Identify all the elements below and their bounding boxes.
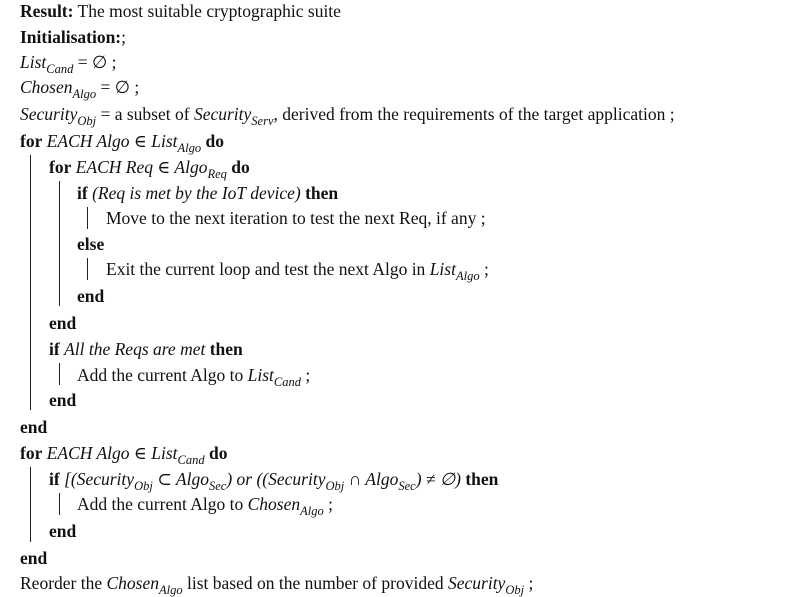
- for-each-req-line: [49, 157, 250, 179]
- if-all-met-rule: [59, 363, 60, 385]
- for2-sub: Req: [207, 167, 227, 181]
- list-cand-init-line: [20, 52, 116, 74]
- reorder-line: [20, 573, 533, 595]
- exit-list-sub: Algo: [455, 269, 480, 283]
- init-punct: ;: [121, 27, 127, 47]
- end-for3-line: [20, 548, 47, 570]
- result-line: [20, 1, 341, 23]
- end-if3-line: [49, 521, 76, 543]
- exit-list-var: List: [429, 259, 456, 279]
- end-for2-line: [49, 313, 76, 335]
- kw-end: end: [77, 286, 105, 306]
- list-cand-assign: = ∅ ;: [77, 52, 117, 72]
- exit-punct: ;: [483, 259, 489, 279]
- security-obj-init-line: [20, 104, 675, 126]
- add-cand-sub: Cand: [273, 375, 301, 389]
- kw-do: do: [208, 443, 228, 463]
- if-security-line: [49, 469, 498, 491]
- kw-if: if: [49, 339, 60, 359]
- kw-end: end: [49, 390, 77, 410]
- then-branch-rule: [87, 207, 88, 229]
- else-branch-rule: [87, 258, 88, 280]
- kw-end: end: [20, 417, 48, 437]
- chosen-algo-assign: = ∅ ;: [100, 77, 140, 97]
- reorder-var-2: Security: [447, 573, 506, 593]
- list-cand-sub: Cand: [46, 62, 74, 76]
- end-if1-line: [77, 286, 104, 308]
- result-label: Result:: [20, 1, 74, 21]
- add-chosen-sub: Algo: [300, 504, 324, 518]
- reorder-punct: ;: [528, 573, 534, 593]
- move-next-text: Move to the next iteration to test the next Req, if any ;: [106, 208, 486, 228]
- add-chosen-text: Add the current Algo to: [77, 494, 244, 514]
- chosen-algo-init-line: [20, 77, 139, 99]
- if-all-met-line: [49, 339, 243, 361]
- exit-loop-line: [106, 259, 489, 281]
- for1-sub: Algo: [177, 141, 202, 155]
- outer-for-rule: [30, 155, 31, 410]
- if3-sub-1: Obj: [134, 479, 153, 493]
- security-obj-eq: = a subset of: [100, 104, 190, 124]
- if3-sub-4: Sec: [398, 479, 416, 493]
- kw-for: for: [20, 131, 43, 151]
- add-chosen-punct: ;: [328, 494, 333, 514]
- end-if2-line: [49, 390, 76, 412]
- security-obj-sub: Obj: [77, 114, 97, 128]
- kw-if: if: [77, 183, 88, 203]
- exit-loop-text: Exit the current loop and test the next Algo in: [106, 259, 426, 279]
- if-req-met-line: [77, 183, 338, 205]
- reorder-sub: Algo: [159, 583, 183, 597]
- chosen-algo-sub: Algo: [72, 87, 97, 101]
- init-label: Initialisation:: [20, 27, 122, 47]
- kw-else: else: [77, 234, 105, 254]
- for-each-algo-line: [20, 131, 224, 153]
- if3-part-5: ) ≠ ∅): [415, 469, 461, 489]
- add-to-cand-line: [77, 365, 310, 387]
- security-obj-var: Security: [20, 104, 78, 124]
- kw-end: end: [49, 521, 77, 541]
- if3-part-4: ∩ Algo: [348, 469, 399, 489]
- initialisation-line: [20, 27, 126, 49]
- if3-part-1: [(Security: [64, 469, 135, 489]
- reorder-var: Chosen: [106, 573, 159, 593]
- kw-end: end: [20, 548, 48, 568]
- result-text: The most suitable cryptographic suite: [77, 1, 341, 21]
- if3-part-2: ⊂ Algo: [157, 469, 209, 489]
- for2-text: EACH Req ∈ Algo: [75, 157, 208, 177]
- add-chosen-var: Chosen: [247, 494, 301, 514]
- security-serv-sub: Serv: [251, 114, 274, 128]
- reorder-sub-2: Obj: [505, 583, 525, 597]
- if3-sub-3: Obj: [325, 479, 345, 493]
- kw-end: end: [49, 313, 77, 333]
- kw-then: then: [305, 183, 339, 203]
- if2-cond: All the Reqs are met: [64, 339, 206, 359]
- if3-sub-2: Sec: [208, 479, 227, 493]
- for3-sub: Cand: [177, 453, 205, 467]
- kw-then: then: [209, 339, 243, 359]
- reorder-text: Reorder the: [20, 573, 103, 593]
- if-security-rule: [59, 493, 60, 515]
- add-to-chosen-line: [77, 494, 333, 516]
- kw-do: do: [205, 131, 224, 151]
- security-obj-rest: , derived from the requirements of the target application ;: [273, 104, 675, 124]
- add-cand-text: Add the current Algo to: [77, 365, 244, 385]
- list-cand-var: List: [20, 52, 47, 72]
- reorder-mid: list based on the number of provided: [186, 573, 444, 593]
- inner-for-rule: [59, 181, 60, 306]
- end-for1-line: [20, 417, 47, 439]
- kw-for: for: [20, 443, 43, 463]
- kw-for: for: [49, 157, 72, 177]
- for3-text: EACH Algo ∈ List: [46, 443, 178, 463]
- add-cand-var: List: [247, 365, 274, 385]
- chosen-algo-var: Chosen: [20, 77, 73, 97]
- kw-do: do: [231, 157, 250, 177]
- if1-cond: (Req is met by the IoT device): [92, 183, 301, 203]
- move-next-line: [106, 208, 486, 230]
- kw-then: then: [465, 469, 499, 489]
- for-each-cand-line: [20, 443, 227, 465]
- cand-for-rule: [30, 467, 31, 542]
- kw-if: if: [49, 469, 60, 489]
- add-cand-punct: ;: [305, 365, 311, 385]
- if3-part-3: ) or ((Security: [226, 469, 326, 489]
- for1-text: EACH Algo ∈ List: [46, 131, 178, 151]
- security-serv-var: Security: [193, 104, 252, 124]
- else-line: [77, 234, 104, 256]
